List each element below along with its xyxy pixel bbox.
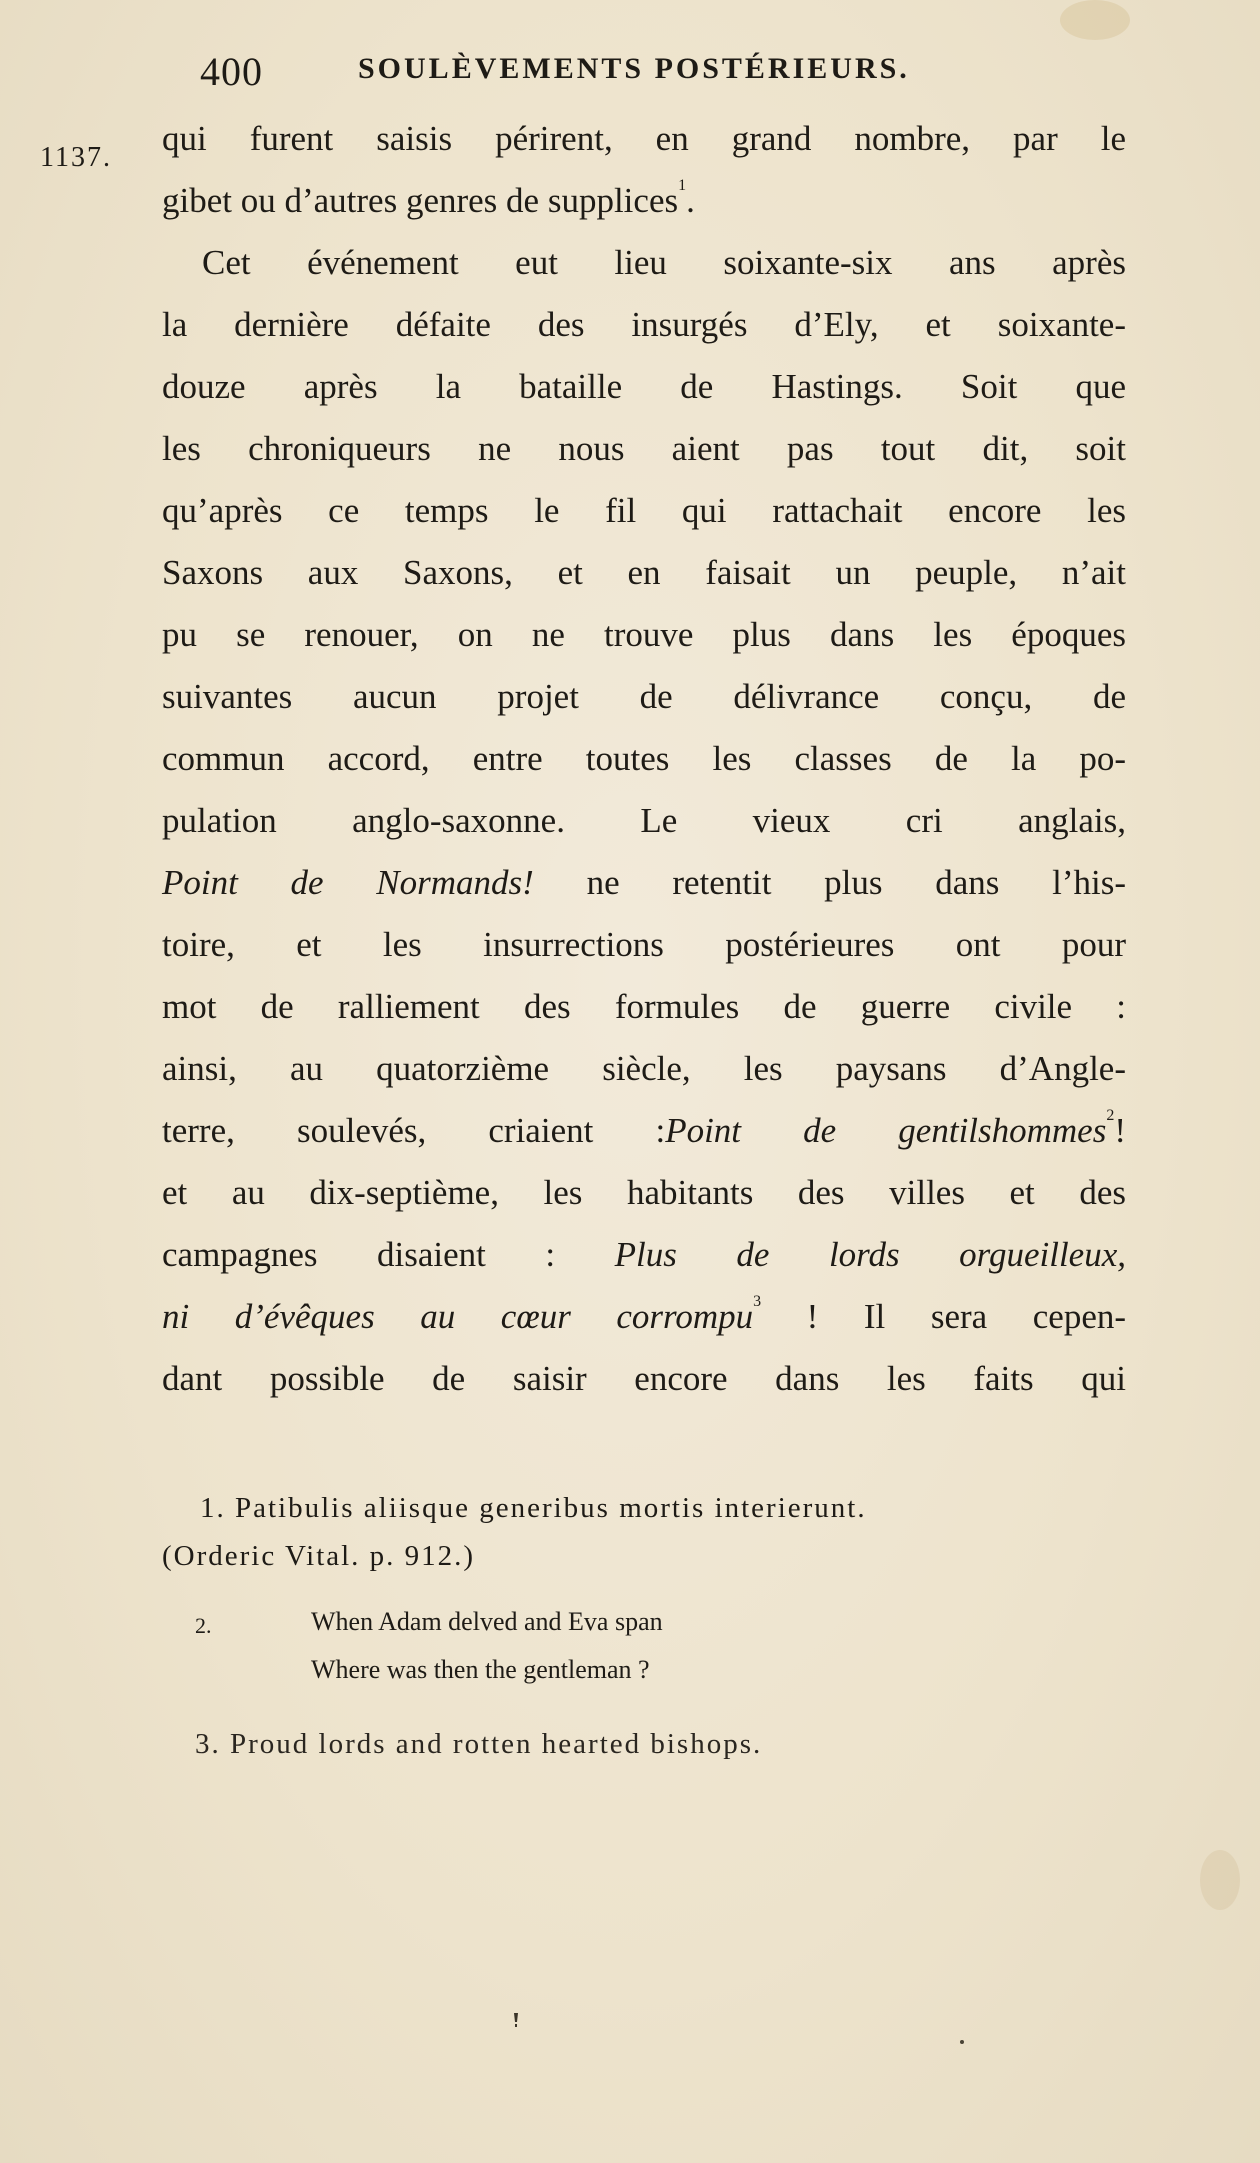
italic-phrase: Point de gentilshommes [665,1111,1107,1150]
text-fragment: ! [761,1297,819,1336]
footnote-number: 2. [195,1613,212,1638]
footnote-1 [162,1484,1126,1580]
text-line: toire, et les insurrections postérieures ont pour [162,925,1126,964]
text-line: Saxons aux Saxons, et en faisait un peuple, n’ait [162,553,1126,592]
text-line [162,1286,1126,1348]
main-text [162,108,1126,1410]
paper-stain [1200,1850,1240,1910]
footnote-verse-line: When Adam delved and Eva span [311,1607,663,1636]
text-line: qu’après ce temps le fil qui rattachait encore les [162,491,1126,530]
text-line: Cet événement eut lieu soixante-six ans après [202,243,1126,282]
footnote-3: 3. Proud lords and rotten hearted bishops. [195,1728,763,1760]
text-line [162,852,1126,914]
running-header [0,48,1260,98]
running-title: SOULÈVEMENTS POSTÉRIEURS. [358,52,910,85]
footnote-line [162,1484,1126,1532]
text-line-fragment: campagnes disaient : [162,1235,556,1274]
page-number: 400 [200,49,263,94]
ink-speck [960,2040,964,2044]
text-line: pu se renouer, on ne trouve plus dans les époques [162,615,1126,654]
paper-stain [1060,0,1130,40]
italic-phrase: Point de Normands! [162,863,534,902]
text-line [162,170,1126,232]
text-line: qui furent saisis périrent, en grand nombre, par le [162,119,1126,158]
text-line: et au dix-septième, les habitants des villes et des [162,1173,1126,1212]
text-line: mot de ralliement des formules de guerre civile : [162,987,1126,1026]
footnote-ref: 2 [1106,1107,1115,1124]
italic-phrase: ni d’évêques au cœur corrompu [162,1297,754,1336]
footnote-number: 1. [200,1492,226,1524]
printer-mark-icon [512,2012,520,2028]
footnote-line: (Orderic Vital. p. 912.) [162,1540,476,1572]
text-line: douze après la bataille de Hastings. Soit que [162,367,1126,406]
footnote-ref: 3 [753,1293,762,1310]
text-line-fragment: ne retentit plus dans l’his- [586,863,1126,902]
text-line [162,1224,1126,1286]
text-line: dant possible de saisir encore dans les faits qui [162,1359,1126,1398]
text-fragment: ! [1114,1111,1126,1150]
footnote-verse-line: Where was then the gentleman ? [311,1655,650,1684]
margin-year-note: 1137. [40,142,112,173]
text-line: les chroniqueurs ne nous aient pas tout dit, soit [162,429,1126,468]
text-line-fragment: terre, soulevés, criaient : [162,1111,666,1150]
footnote-text: Patibulis aliisque generibus mortis interierunt. [235,1492,867,1524]
text-line-fragment: gibet ou d’autres genres de supplices [162,181,679,220]
text-line-fragment: Il sera cepen- [863,1297,1127,1336]
text-line [162,1100,1126,1162]
text-line: la dernière défaite des insurgés d’Ely, et soixante- [162,305,1126,344]
text-line: suivantes aucun projet de délivrance conçu, de [162,677,1126,716]
footnote-ref: 1 [678,177,687,194]
italic-phrase: Plus de lords orgueilleux, [614,1235,1126,1274]
text-line: pulation anglo-saxonne. Le vieux cri anglais, [162,801,1126,840]
text-line: commun accord, entre toutes les classes de la po- [162,739,1126,778]
text-fragment: . [686,181,695,220]
text-line: ainsi, au quatorzième siècle, les paysans d’Angle- [162,1049,1126,1088]
